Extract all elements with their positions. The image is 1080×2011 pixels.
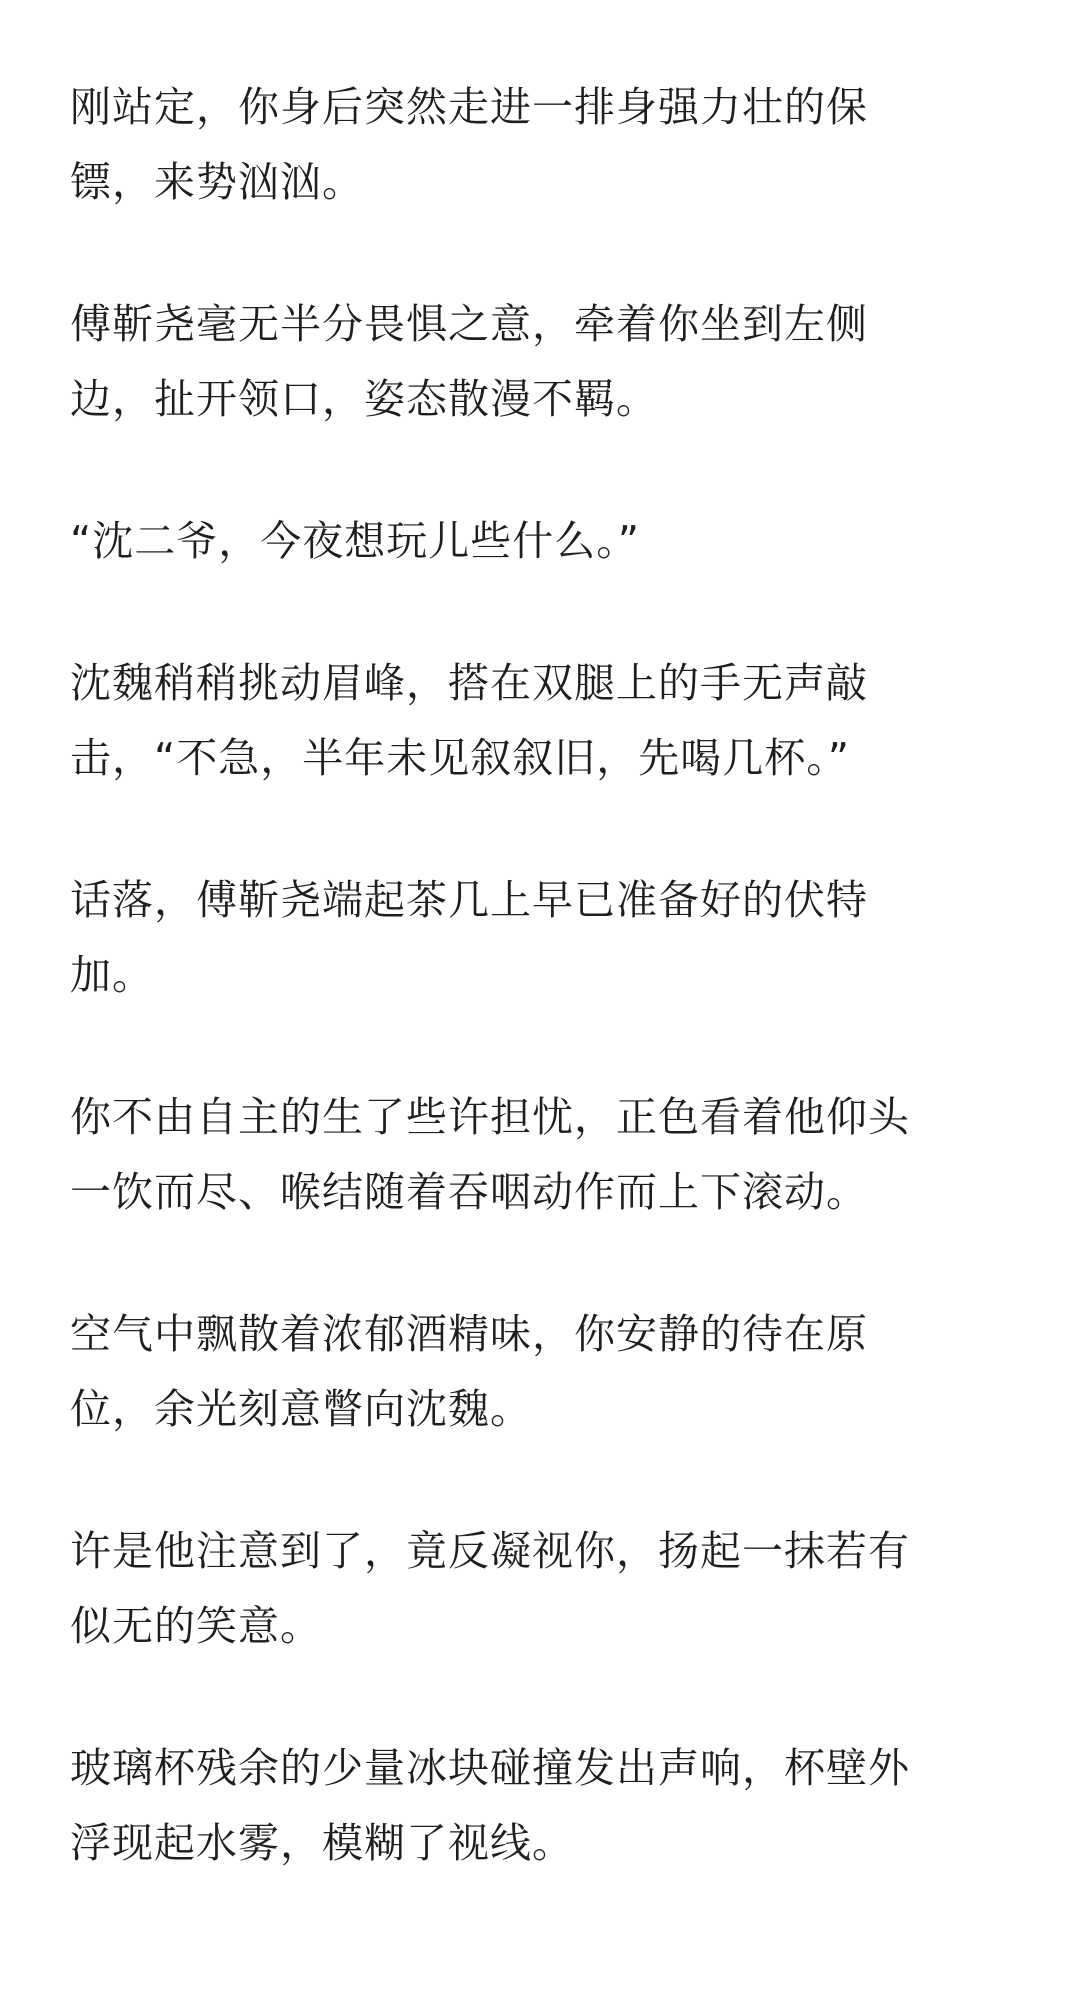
paragraph: 傅靳尧毫无半分畏惧之意，牵着你坐到左侧 边，扯开领口，姿态散漫不羁。 bbox=[70, 300, 868, 423]
paragraph: 刚站定，你身后突然走进一排身强力壮的保 镖，来势汹汹。 bbox=[70, 83, 868, 206]
paragraph: “沈二爷，今夜想玩儿些什么。” bbox=[70, 517, 640, 565]
paragraph: 许是他注意到了，竟反凝视你，扬起一抹若有 似无的笑意。 bbox=[70, 1527, 910, 1650]
paragraph: 空气中飘散着浓郁酒精味，你安静的待在原 位，余光刻意瞥向沈魏。 bbox=[70, 1310, 868, 1433]
paragraph: 玻璃杯残余的少量冰块碰撞发出声响，杯壁外 浮现起水雾，模糊了视线。 bbox=[70, 1744, 910, 1867]
paragraph: 话落，傅靳尧端起茶几上早已准备好的伏特 加。 bbox=[70, 876, 868, 999]
paragraph: 你不由自主的生了些许担忧，正色看着他仰头 一饮而尽、喉结随着吞咽动作而上下滚动。 bbox=[70, 1093, 910, 1216]
article-body bbox=[70, 70, 970, 1948]
paragraph: 沈魏稍稍挑动眉峰，搭在双腿上的手无声敲 击，“不急，半年未见叙叙旧，先喝几杯。” bbox=[70, 659, 868, 782]
